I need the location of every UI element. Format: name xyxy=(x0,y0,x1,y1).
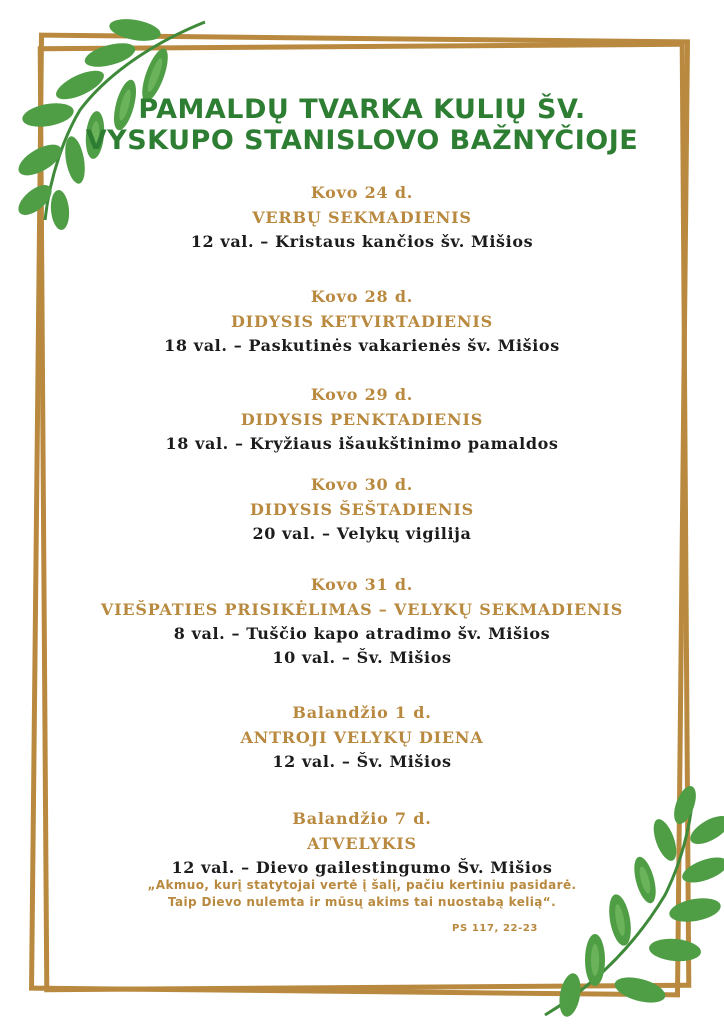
quote-line-1: „Akmuo, kurį statytojai vertė į šalį, pačiu kertiniu pasidarė. xyxy=(147,878,577,892)
event-name: DIDYSIS PENKTADIENIS xyxy=(240,410,484,429)
event-date: Kovo 24 d. xyxy=(310,183,414,202)
scripture-quote xyxy=(90,877,634,911)
event-time-line: 12 val. – Kristaus kančios šv. Mišios xyxy=(190,232,534,251)
event-name: DIDYSIS ŠEŠTADIENIS xyxy=(250,500,474,519)
event-time-line: 12 val. – Šv. Mišios xyxy=(272,752,452,771)
schedule-list xyxy=(60,180,664,908)
quote-line-2: Taip Dievo nulemta ir mūsų akims tai nuostabą kelią“. xyxy=(167,895,557,909)
event-time-line: 12 val. – Dievo gailestingumo Šv. Mišios xyxy=(171,858,553,877)
event-time-line: 20 val. – Velykų vigilija xyxy=(252,524,472,543)
title-line-2: VYSKUPO STANISLOVO BAŽNYČIOJE xyxy=(85,125,639,156)
event-name: DIDYSIS KETVIRTADIENIS xyxy=(230,312,493,331)
schedule-item xyxy=(60,806,664,880)
schedule-item xyxy=(60,472,664,546)
schedule-item xyxy=(60,700,664,774)
event-name: ATVELYKIS xyxy=(307,834,417,853)
event-name: VERBŲ SEKMADIENIS xyxy=(252,208,472,227)
scripture-reference: PS 117, 22-23 xyxy=(452,923,538,934)
event-time-line: 8 val. – Tuščio kapo atradimo šv. Mišios xyxy=(173,624,551,643)
event-time-line: 18 val. – Kryžiaus išaukštinimo pamaldos xyxy=(165,434,559,453)
event-name: ANTROJI VELYKŲ DIENA xyxy=(240,728,484,747)
page-title xyxy=(60,94,664,156)
event-date: Balandžio 7 d. xyxy=(292,809,432,828)
event-time-line: 10 val. – Šv. Mišios xyxy=(272,648,452,667)
schedule-item xyxy=(60,284,664,358)
event-date: Kovo 28 d. xyxy=(310,287,414,306)
event-date: Kovo 30 d. xyxy=(310,475,414,494)
event-date: Kovo 31 d. xyxy=(310,575,414,594)
event-time-line: 18 val. – Paskutinės vakarienės šv. Mišios xyxy=(164,336,560,355)
event-date: Kovo 29 d. xyxy=(310,385,414,404)
event-date: Balandžio 1 d. xyxy=(292,703,432,722)
schedule-item xyxy=(60,180,664,254)
schedule-item xyxy=(60,382,664,456)
event-name: VIEŠPATIES PRISIKĖLIMAS – VELYKŲ SEKMADIENIS xyxy=(100,600,624,619)
schedule-item xyxy=(60,572,664,670)
title-line-1: PAMALDŲ TVARKA KULIŲ ŠV. xyxy=(138,94,586,125)
